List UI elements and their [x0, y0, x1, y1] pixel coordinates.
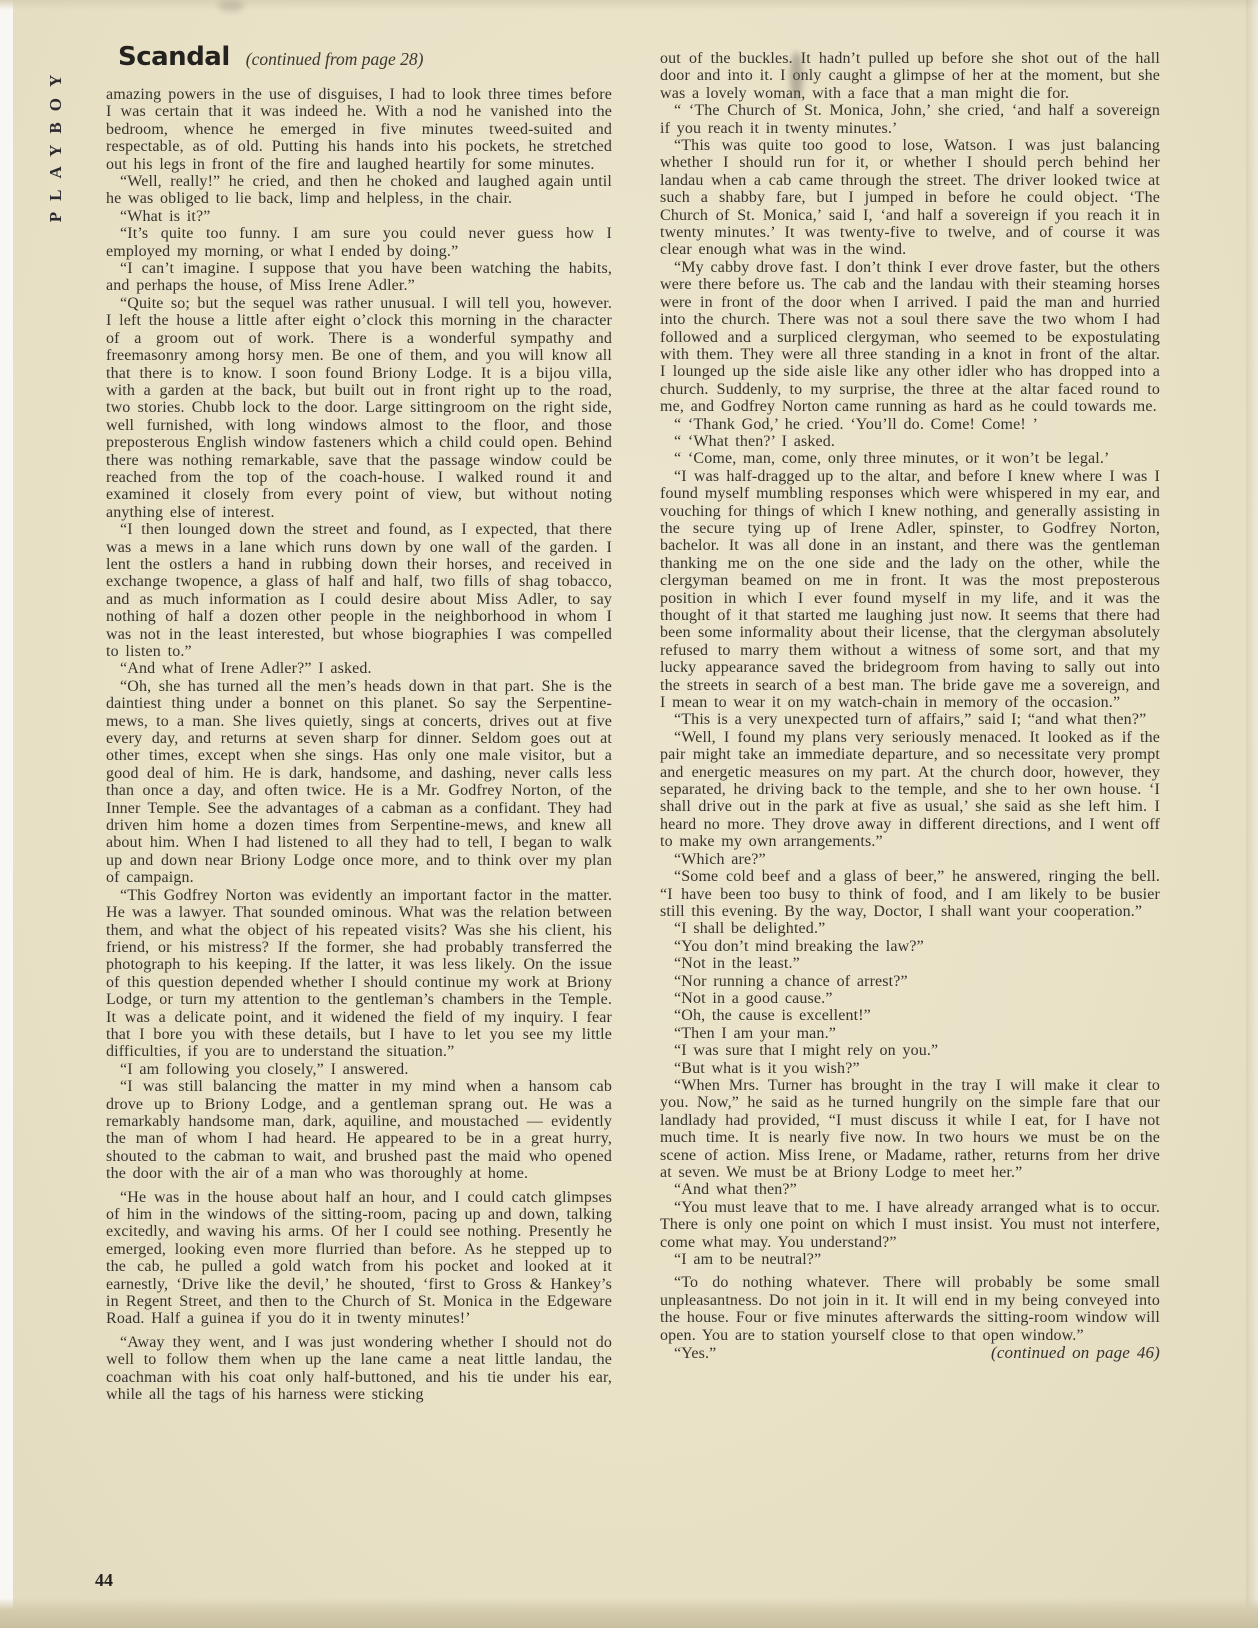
story-paragraph-text: “Nor running a chance of arrest?” [674, 972, 908, 990]
story-paragraph-text: “I was half-dragged up to the altar, and before I knew where I was I found myself mumbling responses which were whispered in my ear, and vouching for things of which I knew nothing, and generally assisting in the secure tying up of Irene Adler, spinster, to Godfrey Norton, bachelor. It was all done in an instant, and there was the gentleman thanking me on the one side and the lady on the other, while the clergyman beamed on me in front. It was the most preposterous position in which I ever found myself in my life, and it was the thought of it that started me laughing just now. It seems that there had been some informality about their license, that the clergyman absolutely refused to marry them without a witness of some sort, and that my lucky appearance saved the bridegroom from having to sally out into the streets in search of a best man. The bride gave me a sovereign, and I mean to wear it on my watch-chain in memory of the occasion.” [660, 467, 1160, 712]
story-paragraph-text: “When Mrs. Turner has brought in the tray I will make it clear to you. Now,” he said as he turned hungrily on the simple fare that our landlady had provided, “I must discuss it while I eat, for I have not much time. It is nearly five now. In two hours we must be on the scene of action. Miss Irene, or Madame, rather, returns from her drive at seven. We must be at Briony Lodge to meet her.” [660, 1076, 1160, 1181]
story-paragraph [660, 1274, 1160, 1344]
story-paragraph-text: “I then lounged down the street and found, as I expected, that there was a mews in a lane which runs down by one wall of the garden. I lent the ostlers a hand in rubbing down their horses, and received in exchange twopence, a glass of half and half, two fills of shag tobacco, and as much information as I could desire about Miss Adler, to say nothing of half a dozen other people in the neighborhood in whom I was not in the least interested, but whose biographies I was compelled to listen to.” [106, 521, 612, 660]
story-paragraph-text: out of the buckles. It hadn’t pulled up before she shot out of the hall door and into it. I only caught a glimpse of her at the moment, but she was a lovely woman, with a face that a man might die for. [660, 50, 1160, 102]
story-paragraph [660, 1042, 1160, 1059]
page-title: Scandal [118, 42, 230, 72]
right-text-column [660, 50, 1160, 1362]
story-paragraph-text: “Then I am your man.” [674, 1024, 836, 1042]
story-paragraph [106, 260, 612, 295]
scan-bottom-shadow [0, 1598, 1258, 1628]
story-paragraph-text: “My cabby drove fast. I don’t think I ever drove faster, but the others were there before us. The cab and the landau with their steaming horses were in front of the door when I arrived. I paid the man and hurried into the church. There was not a soul there save the two whom I had followed and a surpliced clergyman, who seemed to be expostulating with them. They were all three standing in a knot in front of the altar. I lounged up the side aisle like any other idler who has dropped into a church. Suddenly, to my surprise, the three at the altar faced round to me, and Godfrey Norton came running as hard as he could towards me. [660, 258, 1160, 416]
story-paragraph [660, 102, 1160, 137]
story-paragraph [660, 1060, 1160, 1077]
ink-smudge [218, 0, 244, 12]
story-paragraph [660, 1344, 1160, 1362]
page-number: 44 [95, 1570, 113, 1590]
story-paragraph [660, 920, 1160, 937]
left-text-column [106, 86, 612, 1403]
story-paragraph-text: “This is a very unexpected turn of affairs,” said I; “and what then?” [674, 711, 1147, 729]
story-paragraph [660, 938, 1160, 955]
story-paragraph-text: “This Godfrey Norton was evidently an important factor in the matter. He was a lawyer. That sounded ominous. What was the relation between them, and what the object of his repeated visits? Was she his client, his friend, or his mistress? If the former, she had probably transferred the photograph to his keeping. If the latter, it was less likely. On the issue of this question depended whether I should continue my work at Briony Lodge, or turn my attention to the gentleman’s chambers in the Temple. It was a delicate point, and it widened the field of my inquiry. I fear that I bore you with these details, but I have to let you see my little difficulties, if you are to understand the situation.” [106, 886, 612, 1061]
story-paragraph [106, 208, 612, 225]
story-paragraph-text: “This was quite too good to lose, Watson. I was just balancing whether I should run for it, or whether I should perch behind her landau when a cab came through the street. The driver looked twice at such a shabby fare, but I jumped in before he could object. ‘The Church of St. Monica,’ said I, ‘and half a sovereign if you reach it in twenty minutes.’ It was twenty-five to twelve, and of course it was clear enough what was in the wind. [660, 137, 1160, 259]
story-paragraph-text: “And what then?” [674, 1181, 797, 1199]
story-paragraph-text: “Away they went, and I was just wondering whether I should not do well to follow them when up the lane came a neat little landau, the coachman with his coat only half-buttoned, and his tie under his ear, while all the tags of his harness were sticking [106, 1333, 612, 1404]
story-paragraph-text: “You must leave that to me. I have already arranged what is to occur. There is only one point on which I must insist. You must not interfere, come what may. You understand?” [660, 1198, 1160, 1251]
scan-top-shadow [0, 0, 1258, 10]
magazine-spine-text: PLAYBOY [46, 63, 65, 223]
story-paragraph [660, 468, 1160, 712]
story-paragraph-text: “Some cold beef and a glass of beer,” he answered, ringing the bell. “I have been too busy to think of food, and I am likely to be busier still this evening. By the way, Doctor, I shall want your cooperation.” [660, 868, 1160, 920]
story-paragraph [106, 678, 612, 887]
story-paragraph-text: “ ‘What then?’ I asked. [674, 432, 836, 450]
story-paragraph [660, 990, 1160, 1007]
story-paragraph-text: “I am to be neutral?” [674, 1251, 822, 1269]
story-paragraph [660, 711, 1160, 728]
scan-left-margin [0, 0, 13, 1628]
story-paragraph-text: “ ‘The Church of St. Monica, John,’ she cried, ‘and half a sovereign if you reach it in twenty minutes.’ [660, 102, 1160, 137]
story-paragraph-text: “Oh, the cause is excellent!” [674, 1007, 871, 1025]
continued-on-note: (continued on page 46) [991, 1343, 1160, 1363]
story-paragraph-text: “Which are?” [674, 850, 766, 868]
story-paragraph [660, 973, 1160, 990]
story-paragraph [660, 450, 1160, 467]
story-paragraph [106, 1334, 612, 1404]
story-paragraph-text: “He was in the house about half an hour, and I could catch glimpses of him in the windows of the sitting-room, pacing up and down, talking excitedly, and waving his arms. Of her I could see nothing. Presently he emerged, looking even more flurried than before. As he stepped up to the cab, he pulled a gold watch from his pocket and looked at it earnestly, ‘Drive like the devil,’ he shouted, ‘first to Gross & Hankey’s in Regent Street, and then to the Church of St. Monica in the Edgeware Road. Half a guinea if you do it in twenty minutes!’ [106, 1188, 612, 1328]
story-paragraph [106, 173, 612, 208]
story-paragraph [106, 86, 612, 173]
story-paragraph [660, 729, 1160, 851]
story-paragraph-text: “Well, really!” he cried, and then he choked and laughed again until he was obliged to lie back, limp and helpless, in the chair. [106, 173, 612, 208]
story-paragraph-text: “Well, I found my plans very seriously menaced. It looked as if the pair might take an immediate departure, and so necessitate very prompt and energetic measures on my part. At the church door, however, they separated, he driving back to the temple, and she to her own house. ‘I shall drive out in the park at five as usual,’ she said as she left him. I heard no more. They drove away in different directions, and I went off to make my own arrangements.” [660, 728, 1160, 851]
story-paragraph [660, 1077, 1160, 1181]
scan-right-edge [1246, 0, 1258, 1628]
story-paragraph [660, 1251, 1160, 1268]
story-paragraph-text: “You don’t mind breaking the law?” [674, 937, 924, 955]
article-header [118, 42, 423, 72]
story-paragraph-text: “I was sure that I might rely on you.” [674, 1042, 939, 1060]
story-paragraph [660, 1007, 1160, 1024]
story-paragraph [660, 433, 1160, 450]
story-paragraph [660, 259, 1160, 416]
story-paragraph [106, 1078, 612, 1182]
story-paragraph-text: “Quite so; but the sequel was rather unusual. I will tell you, however. I left the house a little after eight o’clock this morning in the character of a groom out of work. There is a wonderful sympathy and freemasonry among horsy men. Be one of them, and you will know all that there is to know. I soon found Briony Lodge. It is a bijou villa, with a garden at the back, but built out in front right up to the road, two stories. Chubb lock to the door. Large sittingroom on the right side, well furnished, with long windows almost to the floor, and those preposterous English window fasteners which a child could open. Behind there was nothing remarkable, save that the passage window could be reached from the top of the coach-house. I walked round it and examined it closely from every point of view, but without noting anything else of interest. [106, 294, 612, 521]
story-paragraph-text: “What is it?” [120, 207, 211, 225]
story-paragraph [660, 955, 1160, 972]
story-paragraph [106, 225, 612, 260]
ink-smudge [790, 52, 803, 100]
story-paragraph [660, 1199, 1160, 1251]
story-paragraph [106, 521, 612, 660]
story-paragraph [660, 416, 1160, 433]
story-paragraph-text: “And what of Irene Adler?” I asked. [120, 660, 372, 678]
story-paragraph [660, 868, 1160, 920]
story-paragraph-text: “Yes.” [674, 1345, 717, 1363]
story-paragraph-text: “I was still balancing the matter in my mind when a hansom cab drove up to Briony Lodge, and a gentleman sprang out. He was a remarkably handsome man, dark, aquiline, and moustached — evidently the man of whom I had heard. He appeared to be in a great hurry, shouted to the cabman to wait, and brushed past the maid who opened the door with the air of a man who was thoroughly at home. [106, 1078, 612, 1183]
continued-from-note: (continued from page 28) [245, 49, 424, 69]
story-paragraph [106, 1189, 612, 1328]
story-paragraph-text: “To do nothing whatever. There will probably be some small unpleasantness. Do not join in it. It will end in my being conveyed into the house. Four or five minutes afterwards the sitting-room window will open. You are to station yourself close to that open window.” [660, 1274, 1160, 1344]
story-paragraph [106, 887, 612, 1061]
story-paragraph-text: amazing powers in the use of disguises, I had to look three times before I was certain that it was indeed he. With a nod he vanished into the bedroom, whence he emerged in five minutes tweed-suited and respectable, as of old. Putting his hands into his pockets, he stretched out his legs in front of the fire and laughed heartily for some minutes. [106, 86, 612, 173]
story-paragraph [660, 851, 1160, 868]
story-paragraph [106, 295, 612, 521]
story-paragraph-text: “ ‘Come, man, come, only three minutes, or it won’t be legal.’ [674, 450, 1110, 468]
story-paragraph [660, 137, 1160, 259]
story-paragraph-text: “It’s quite too funny. I am sure you could never guess how I employed my morning, or what I ended by doing.” [106, 225, 612, 260]
story-paragraph-text: “Oh, she has turned all the men’s heads down in that part. She is the daintiest thing under a bonnet on this planet. So say the Serpentine-mews, to a man. She lives quietly, sings at concerts, drives out at five every day, and returns at seven sharp for dinner. Seldom goes out at other times, except when she sings. Has only one male visitor, but a good deal of him. He is dark, handsome, and dashing, never calls less than once a day, and often twice. He is a Mr. Godfrey Norton, of the Inner Temple. See the advantages of a cabman as a confidant. They had driven him home a dozen times from Serpentine-mews, and knew all about him. When I had listened to all they had to tell, I began to walk up and down near Briony Lodge once more, and to think over my plan of campaign. [106, 677, 612, 887]
story-paragraph-text: “I am following you closely,” I answered. [120, 1060, 409, 1078]
story-paragraph-text: “I can’t imagine. I suppose that you have been watching the habits, and perhaps the house, of Miss Irene Adler.” [106, 260, 612, 295]
story-paragraph [106, 1061, 612, 1078]
story-paragraph [660, 1025, 1160, 1042]
story-paragraph-text: “Not in a good cause.” [674, 989, 833, 1007]
story-paragraph-text: “But what is it you wish?” [674, 1059, 860, 1077]
story-paragraph-text: “I shall be delighted.” [674, 920, 826, 938]
story-paragraph-text: “Not in the least.” [674, 955, 800, 973]
story-paragraph [106, 660, 612, 677]
story-paragraph-text: “ ‘Thank God,’ he cried. ‘You’ll do. Come! Come! ’ [674, 415, 1038, 433]
story-paragraph [660, 50, 1160, 102]
story-paragraph [660, 1181, 1160, 1198]
